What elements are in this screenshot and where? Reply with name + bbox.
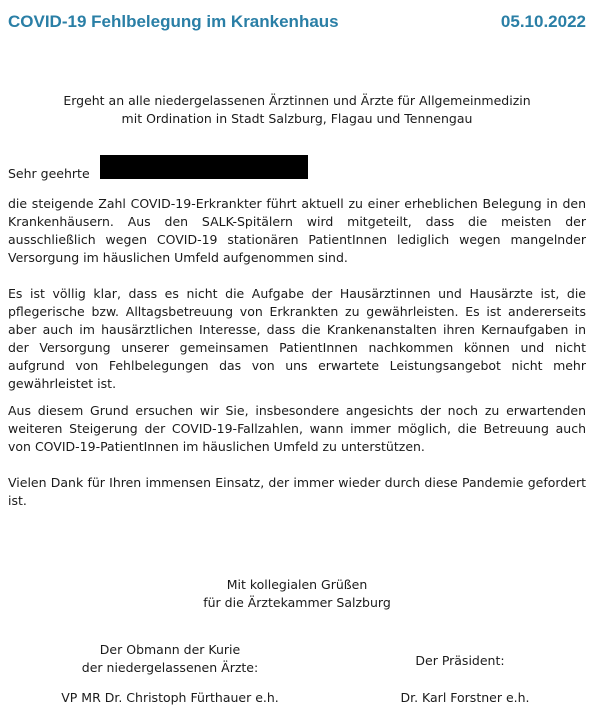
closing-line-1: Mit kollegialen Grüßen — [226, 577, 368, 592]
paragraph-3: Aus diesem Grund ersuchen wir Sie, insbesondere angesichts der noch zu erwartenden weiteren Steigerung der COVID-19-Fallzahlen, wann immer möglich, die Betreuung auch von COVID-19-PatientInnen im häuslichen Umfeld zu unterstützen. — [8, 403, 586, 454]
closing-line-2: für die Ärztekammer Salzburg — [203, 595, 391, 610]
left-role-line-2: der niedergelassenen Ärzte: — [81, 660, 259, 675]
addressee-block — [0, 92, 594, 128]
document-header — [0, 0, 594, 50]
paragraph-4: Vielen Dank für Ihren immensen Einsatz, der immer wieder durch diese Pandemie gefordert ist. — [8, 475, 586, 508]
left-role-line-1: Der Obmann der Kurie — [99, 642, 241, 657]
left-signatory-name: VP MR Dr. Christoph Fürthauer e.h. — [61, 690, 279, 705]
closing-block — [0, 576, 594, 612]
paragraph-1: die steigende Zahl COVID-19-Erkrankter führt aktuell zu einer erheblichen Belegung in den Krankenhäusern. Aus den SALK-Spitälern wird mitgeteilt, dass die meisten der ausschließlich wegen COVID-19 stationären PatientInnen lediglich wegen mangelnder Versorgung im häuslichen Umfeld aufgenommen sind. — [8, 196, 586, 265]
document-date: 05.10.2022 — [500, 12, 586, 31]
addressee-line-2: mit Ordination in Stadt Salzburg, Flagau und Tennengau — [121, 111, 473, 126]
addressee-line-1: Ergeht an alle niedergelassenen Ärztinnen und Ärzte für Allgemeinmedizin — [63, 93, 531, 108]
redaction-bar — [100, 155, 308, 179]
right-signatory-role: Der Präsident: — [415, 653, 505, 668]
paragraph-2: Es ist völlig klar, dass es nicht die Aufgabe der Hausärztinnen und Hausärzte ist, die pflegerische bzw. Alltagsbetreuung von Erkrankten zu gewährleisten. Es ist andererseits aber auch im hausärztlichen Interesse, dass die Krankenanstalten ihren Kernaufgaben in der Versorgung unserer gemeinsamen PatientInnen nachkommen können und nicht aufgrund von Fehlbelegungen das von uns erwartete Leistungsangebot nicht mehr gewährleistet ist. — [8, 286, 586, 391]
left-signatory-role — [60, 641, 280, 677]
document-title: COVID-19 Fehlbelegung im Krankenhaus — [8, 12, 339, 31]
right-signatory-name: Dr. Karl Forstner e.h. — [400, 690, 530, 705]
salutation: Sehr geehrte — [8, 166, 90, 181]
